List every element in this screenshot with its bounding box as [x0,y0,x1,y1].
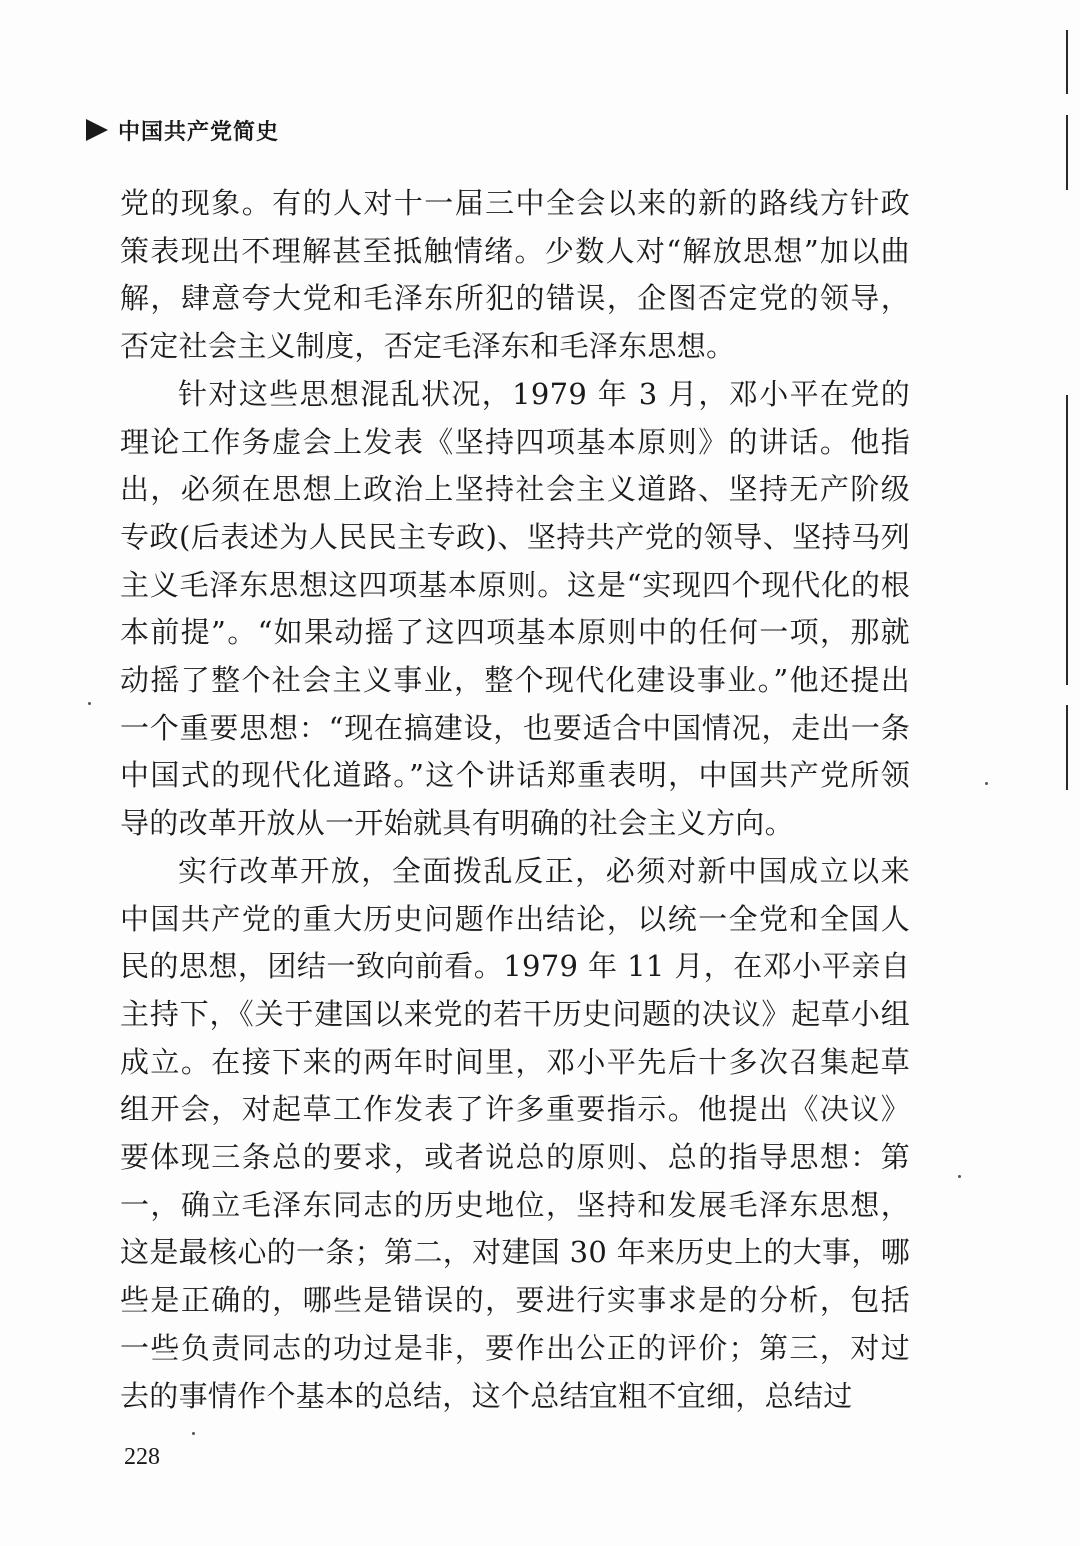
scan-speck [985,782,988,785]
scan-edge-line [1066,115,1068,190]
scan-edge-line [1066,30,1068,94]
book-title: 中国共产党简史 [118,119,280,145]
triangle-marker-icon [86,119,108,141]
page-number: 228 [124,1444,160,1470]
paragraph-continued: 党的现象。有的人对十一届三中全会以来的新的路线方针政策表现出不理解甚至抵触情绪。少数人对“解放思想”加以曲解，肆意夸大党和毛泽东所犯的错误，企图否定党的领导，否定社会主义制度，否定毛泽东和毛泽东思想。 [120,186,910,364]
scan-speck [88,702,91,705]
paragraph: 实行改革开放，全面拨乱反正，必须对新中国成立以来中国共产党的重大历史问题作出结论，以统一全党和全国人民的思想，团结一致向前看。1979 年 11 月，在邓小平亲自主持下，《关于建国以来党的若干历史问题的决议》起草小组成立。在接下来的两年时间里，邓小平先后十多次召集起草组开会，对起草工作发表了许多重要指示。他提出《决议》要体现三条总的要求，或者说总的原则、总的指导思想：第一，确立毛泽东同志的历史地位，坚持和发展毛泽东思想，这是最核心的一条；第二，对建国 30 年来历史上的大事，哪些是正确的，哪些是错误的，要进行实事求是的分析，包括一些负责同志的功过是非，要作出公正的评价；第三，对过去的事情作个基本的总结，这个总结宜粗不宜细，总结过 [120,853,910,1413]
scan-edge-line [1066,395,1068,685]
scan-speck [192,1432,195,1435]
running-header [86,112,279,148]
scan-speck [958,1175,961,1178]
paragraph: 针对这些思想混乱状况，1979 年 3 月，邓小平在党的理论工作务虚会上发表《坚持四项基本原则》的讲话。他指出，必须在思想上政治上坚持社会主义道路、坚持无产阶级专政(后表述为人民民主专政)、坚持共产党的领导、坚持马列主义毛泽东思想这四项基本原则。这是“实现四个现代化的根本前提”。“如果动摇了这四项基本原则中的任何一项，那就动摇了整个社会主义事业，整个现代化建设事业。”他还提出一个重要思想：“现在搞建设，也要适合中国情况，走出一条中国式的现代化道路。”这个讲话郑重表明，中国共产党所领导的改革开放从一开始就具有明确的社会主义方向。 [120,376,910,841]
body-text [120,180,910,1420]
scan-edge-line [1066,705,1068,790]
